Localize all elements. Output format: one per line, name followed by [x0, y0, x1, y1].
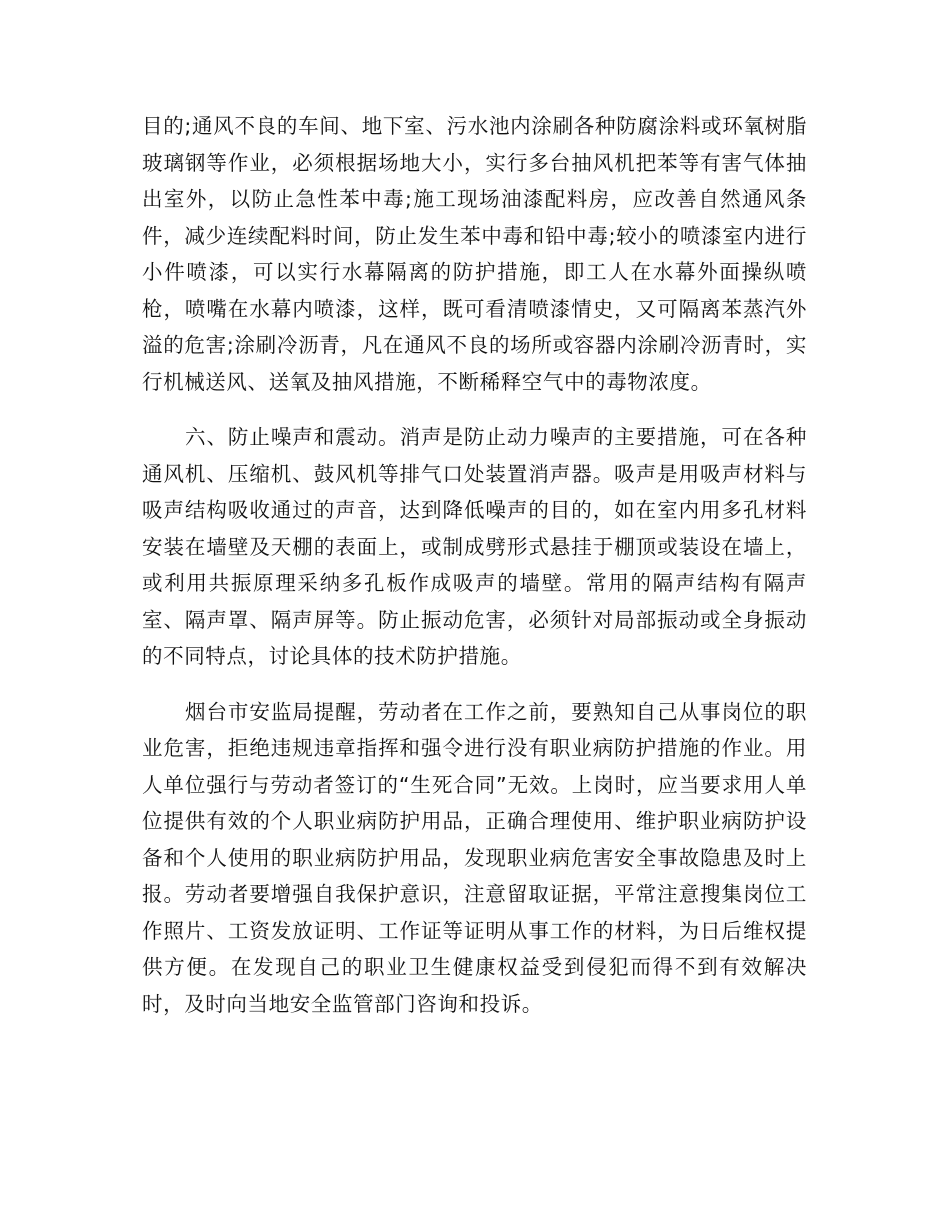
paragraph-continued-ventilation: 目的;通风不良的车间、地下室、污水池内涂刷各种防腐涂料或环氧树脂玻璃钢等作业，必须根据场地大小，实行多台抽风机把苯等有害气体抽出室外，以防止急性苯中毒;施工现场油漆配料房，应改善自然通风条件，减少连续配料时间，防止发生苯中毒和铅中毒;较小的喷漆室内进行小件喷漆，可以实行水幕隔离的防护措施，即工人在水幕外面操纵喷枪，喷嘴在水幕内喷漆，这样，既可看清喷漆情史，又可隔离苯蒸汽外溢的危害;涂刷冷沥青，凡在通风不良的场所或容器内涂刷冷沥青时，实行机械送风、送氧及抽风措施，不断稀释空气中的毒物浓度。 — [142, 114, 807, 394]
document-body — [142, 108, 807, 1022]
paragraph-safety-reminder: 烟台市安监局提醒，劳动者在工作之前，要熟知自己从事岗位的职业危害，拒绝违规违章指挥和强令进行没有职业病防护措施的作业。用人单位强行与劳动者签订的“生死合同”无效。上岗时，应当要求用人单位提供有效的个人职业病防护用品，正确合理使用、维护职业病防护设备和个人使用的职业病防护用品，发现职业病危害安全事故隐患及时上报。劳动者要增强自我保护意识，注意留取证据，平常注意搜集岗位工作照片、工资发放证明、工作证等证明从事工作的材料，为日后维权提供方便。在发现自己的职业卫生健康权益受到侵犯而得不到有效解决时，及时向当地安全监管部门咨询和投诉。 — [142, 699, 807, 1016]
paragraph-noise-vibration: 六、防止噪声和震动。消声是防止动力噪声的主要措施，可在各种通风机、压缩机、鼓风机等排气口处装置消声器。吸声是用吸声材料与吸声结构吸收通过的声音，达到降低噪声的目的，如在室内用多孔材料安装在墙壁及天棚的表面上，或制成劈形式悬挂于棚顶或装设在墙上，或利用共振原理采纳多孔板作成吸声的墙壁。常用的隔声结构有隔声室、隔声罩、隔声屏等。防止振动危害，必须针对局部振动或全身振动的不同特点，讨论具体的技术防护措施。 — [142, 425, 807, 668]
